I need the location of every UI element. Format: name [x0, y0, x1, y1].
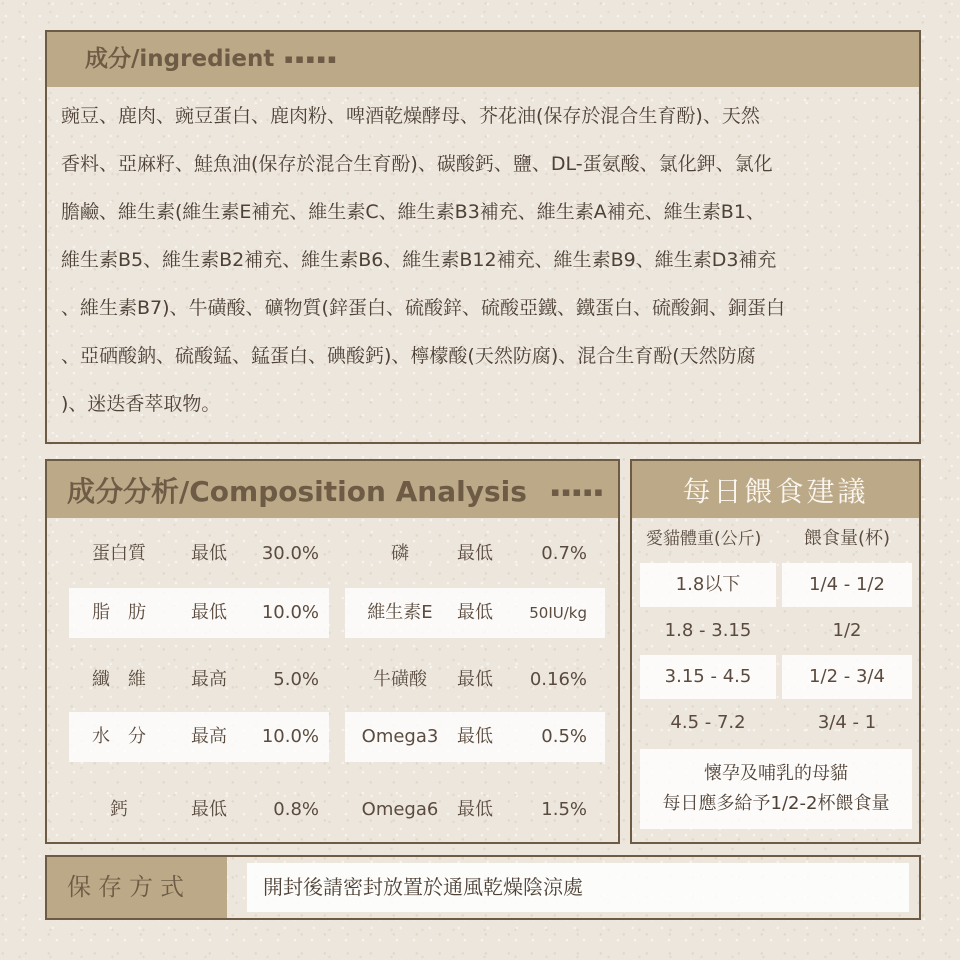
- amount-column-header: 餵食量(杯): [804, 528, 891, 549]
- ingredient-line: 、維生素B7)、牛磺酸、礦物質(鋅蛋白、硫酸鋅、硫酸亞鐵、鐵蛋白、硫酸銅、銅蛋白: [61, 297, 785, 319]
- nutrient-name: 水 分: [92, 726, 146, 747]
- composition-title: [67, 461, 605, 524]
- ingredient-line: )、迷迭香萃取物。: [61, 393, 221, 415]
- nutrient-value: 1.5%: [541, 799, 587, 820]
- weight-cell: 4.5 - 7.2: [670, 712, 746, 733]
- nutrient-name: 磷: [391, 543, 409, 564]
- nutrient-type: 最高: [191, 726, 227, 747]
- nutrient-value: 0.7%: [541, 543, 587, 564]
- composition-row: [69, 655, 609, 705]
- amount-cell: 1/4 - 1/2: [782, 563, 912, 607]
- nutrient-value: 30.0%: [261, 543, 319, 564]
- nutrient-type: 最低: [457, 543, 493, 564]
- storage-panel: [45, 855, 921, 920]
- nutrient-type: 最低: [457, 669, 493, 690]
- composition-row: [69, 529, 609, 579]
- feeding-note-line: 每日應多給予1/2-2杯餵食量: [662, 793, 890, 814]
- nutrient-value: 5.0%: [273, 669, 319, 690]
- nutrient-value: 0.16%: [529, 669, 587, 690]
- feeding-row: [640, 701, 912, 745]
- feeding-row: [640, 655, 912, 699]
- ingredient-title-text: 成分/ingredient: [85, 46, 275, 72]
- ingredient-title-dots: ▪▪▪▪▪: [284, 52, 339, 67]
- nutrient-name: 纖 維: [92, 669, 146, 690]
- weight-cell: 1.8 - 3.15: [664, 620, 752, 641]
- composition-title-text: 成分分析/Composition Analysis: [67, 475, 527, 508]
- feeding-note-line: 懷孕及哺乳的母貓: [704, 763, 848, 784]
- nutrient-name: 脂 肪: [92, 602, 146, 623]
- nutrient-name: 維生素E: [367, 602, 433, 623]
- weight-cell: 3.15 - 4.5: [640, 655, 776, 699]
- feeding-title: 每日餵食建議: [682, 475, 869, 508]
- ingredient-line: 豌豆、鹿肉、豌豆蛋白、鹿肉粉、啤酒乾燥酵母、芥花油(保存於混合生育酚)、天然: [61, 105, 760, 127]
- ingredient-line: 膽鹼、維生素(維生素E補充、維生素C、維生素B3補充、維生素A補充、維生素B1、: [61, 201, 765, 223]
- nutrient-type: 最低: [457, 726, 493, 747]
- feeding-row: [640, 563, 912, 607]
- storage-text: 開封後請密封放置於通風乾燥陰涼處: [263, 875, 583, 899]
- composition-row: [69, 785, 609, 835]
- nutrient-value: 0.5%: [541, 726, 587, 747]
- nutrient-name: Omega3: [361, 726, 439, 747]
- weight-cell: 1.8以下: [640, 563, 776, 607]
- nutrient-type: 最低: [191, 543, 227, 564]
- nutrient-value: 0.8%: [273, 799, 319, 820]
- feeding-note: [640, 749, 912, 829]
- nutrient-name: 鈣: [110, 799, 128, 820]
- nutrient-type: 最低: [191, 602, 227, 623]
- composition-title-dots: ▪▪▪▪▪: [550, 485, 605, 500]
- amount-cell: 3/4 - 1: [817, 712, 877, 733]
- storage-text-box: [247, 863, 909, 912]
- nutrient-name: Omega6: [361, 799, 439, 820]
- nutrient-value: 50IU/kg: [529, 604, 587, 622]
- nutrient-value: 10.0%: [261, 726, 319, 747]
- nutrient-name: 牛磺酸: [373, 669, 427, 690]
- nutrient-type: 最高: [191, 669, 227, 690]
- ingredient-line: 香料、亞麻籽、鮭魚油(保存於混合生育酚)、碳酸鈣、鹽、DL-蛋氨酸、氯化鉀、氯化: [61, 153, 773, 175]
- ingredient-title: [85, 32, 338, 87]
- composition-panel: [45, 459, 620, 844]
- composition-row: [69, 588, 609, 638]
- ingredient-line: 、亞硒酸鈉、硫酸錳、錳蛋白、碘酸鈣)、檸檬酸(天然防腐)、混合生育酚(天然防腐: [61, 345, 756, 367]
- ingredient-panel: [45, 30, 921, 444]
- ingredient-list: [61, 92, 907, 428]
- nutrient-value: 10.0%: [261, 602, 319, 623]
- ingredient-line: 維生素B5、維生素B2補充、維生素B6、維生素B12補充、維生素B9、維生素D3補充: [61, 249, 777, 271]
- feeding-panel: [630, 459, 921, 844]
- nutrient-name: 蛋白質: [92, 543, 146, 564]
- feeding-row: [640, 609, 912, 653]
- storage-title: 保存方式: [67, 873, 191, 901]
- nutrient-type: 最低: [457, 602, 493, 623]
- nutrient-type: 最低: [457, 799, 493, 820]
- amount-cell: 1/2 - 3/4: [782, 655, 912, 699]
- nutrient-type: 最低: [191, 799, 227, 820]
- weight-column-header: 愛貓體重(公斤): [646, 529, 762, 549]
- composition-row: [69, 712, 609, 762]
- amount-cell: 1/2: [832, 620, 862, 641]
